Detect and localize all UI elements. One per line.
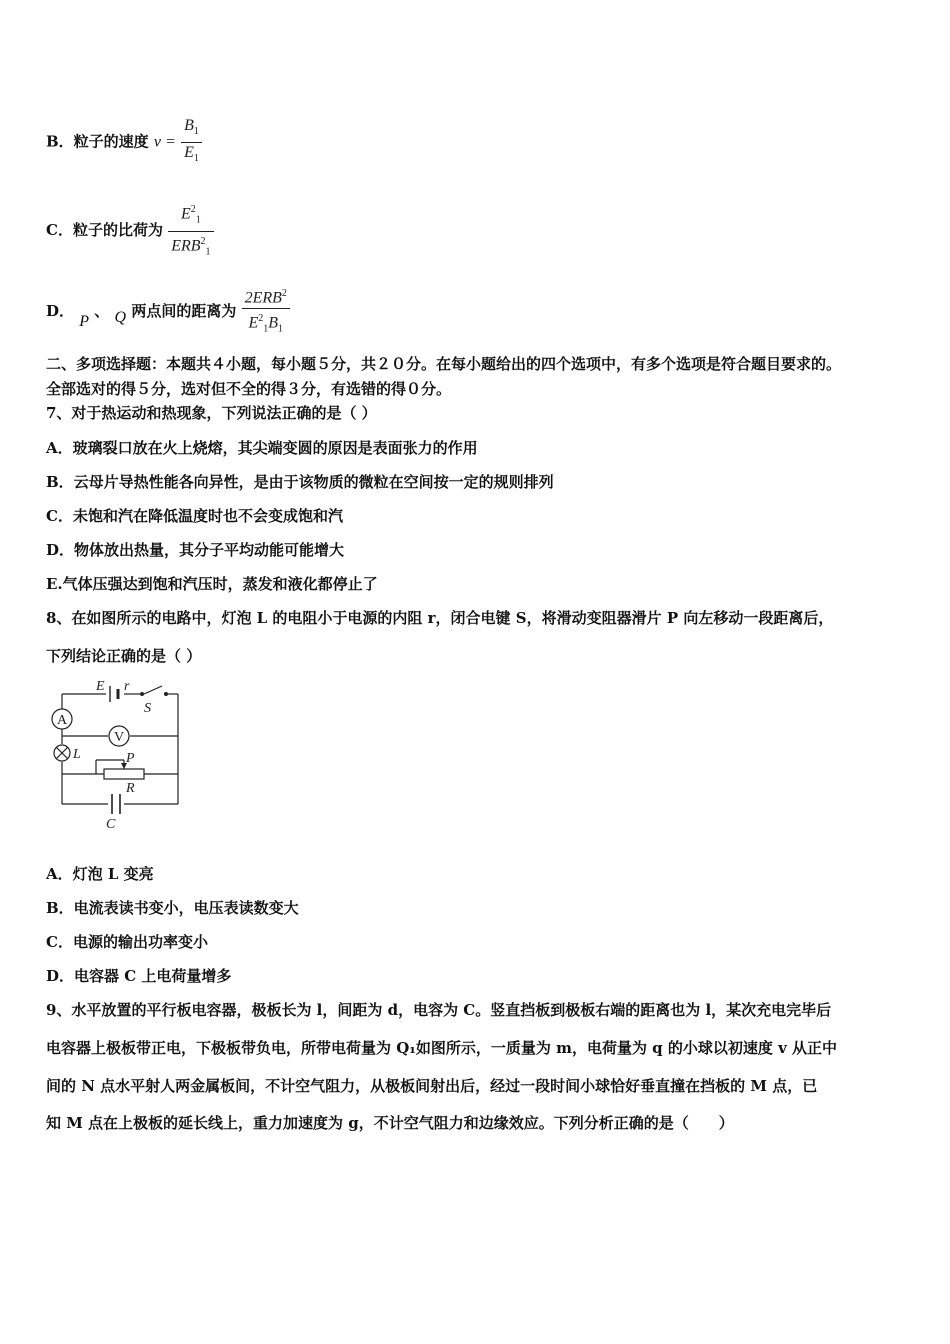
- distance-den-b-sub: 1: [278, 323, 283, 335]
- ratio-num-sup: 2: [190, 204, 196, 215]
- distance-den-a-sup: 2: [258, 313, 264, 325]
- q6-option-d-prefix: D．: [46, 301, 75, 320]
- q9-line3: 间的 N 点水平射人两金属板间，不计空气阻力，从极板间射出后，经过一段时间小球恰好垂直撞在挡板的 M 点，已: [46, 1077, 818, 1095]
- ratio-den-sup: 2: [200, 235, 206, 247]
- q8-stem-line2: 下列结论正确的是（ ）: [46, 647, 202, 665]
- distance-num-sup: 2: [281, 288, 287, 299]
- distance-den-a: E: [248, 314, 259, 332]
- q7-option-b: B．云母片导热性能各向异性，是由于该物质的微粒在空间按一定的规则排列: [46, 473, 554, 491]
- q6-option-b: [46, 116, 202, 169]
- velocity-num: B: [184, 117, 194, 134]
- velocity-fraction: [181, 116, 202, 169]
- velocity-den: E: [184, 144, 194, 162]
- circuit-diagram: [44, 676, 194, 834]
- charge-ratio-fraction: [168, 200, 213, 262]
- label-P: P: [126, 751, 135, 766]
- label-R: R: [126, 781, 135, 796]
- q9-line1: 9、水平放置的平行板电容器，极板长为 l，间距为 d，电容为 C。竖直挡板到极板右端的距离也为 l，某次充电完毕后: [46, 1001, 832, 1019]
- section2-heading-line2: 全部选对的得５分，选对但不全的得３分，有选错的得０分。: [46, 380, 452, 398]
- velocity-lhs: v =: [153, 133, 176, 151]
- q7-option-c: C．未饱和汽在降低温度时也不会变成饱和汽: [46, 507, 343, 525]
- distance-num: 2ERB: [244, 289, 282, 307]
- distance-den-b: B: [268, 314, 278, 332]
- q8-option-c: C．电源的输出功率变小: [46, 933, 208, 951]
- ratio-den: ERB: [171, 236, 201, 254]
- q6-option-d: [46, 284, 290, 340]
- point-q: Q: [114, 308, 127, 326]
- q8-option-d: D．电容器 C 上电荷量增多: [46, 967, 232, 985]
- q6-option-b-label: B．粒子的速度: [46, 132, 149, 151]
- label-C: C: [106, 817, 116, 832]
- q7-option-d: D．物体放出热量，其分子平均动能可能增大: [46, 541, 345, 559]
- q9-line2: 电容器上极板带正电，下极板带负电，所带电荷量为 Q₁如图所示，一质量为 m，电荷量为 q 的小球以初速度 v 从正中: [46, 1039, 838, 1057]
- label-r: r: [124, 679, 130, 694]
- q7-stem: 7、对于热运动和热现象，下列说法正确的是（ ）: [46, 404, 377, 422]
- q8-stem-line1: 8、在如图所示的电路中，灯泡 L 的电阻小于电源的内阻 r，闭合电键 S，将滑动变阻器滑片 P 向左移动一段距离后，: [46, 609, 834, 627]
- q6-option-d-suffix: 两点间的距离为: [131, 301, 237, 320]
- distance-den-a-sub: 1: [263, 323, 269, 335]
- q8-option-a: A．灯泡 L 变亮: [46, 865, 154, 883]
- switch-contact-right: [164, 692, 168, 696]
- ratio-num: E: [180, 205, 191, 223]
- distance-fraction: [242, 284, 290, 340]
- switch-contact-left: [140, 692, 144, 696]
- velocity-den-sub: 1: [193, 153, 199, 165]
- ratio-num-sub: 1: [195, 214, 201, 226]
- section2-heading-line1: 二、多项选择题：本题共４小题，每小题５分，共２０分。在每小题给出的四个选项中，有多个选项是符合题目要求的。: [46, 355, 842, 373]
- q8-option-b: B．电流表读书变小，电压表读数变大: [46, 899, 299, 917]
- ratio-den-sub: 1: [205, 246, 211, 258]
- velocity-num-sub: 1: [193, 126, 199, 138]
- q6-option-c-label: C．粒子的比荷为: [46, 221, 163, 240]
- label-A: A: [57, 713, 68, 728]
- label-V: V: [114, 730, 125, 745]
- q7-option-a: A．玻璃裂口放在火上烧熔，其尖端变圆的原因是表面张力的作用: [46, 439, 478, 457]
- q6-option-c: [46, 200, 214, 262]
- point-p: P: [79, 312, 90, 330]
- q7-option-e: E.气体压强达到饱和汽压时，蒸发和液化都停止了: [46, 575, 378, 593]
- label-L: L: [73, 747, 81, 762]
- label-E: E: [96, 679, 105, 694]
- label-S: S: [144, 701, 151, 716]
- points-sep: 、: [94, 301, 110, 320]
- q9-line4: 知 M 点在上极板的延长线上，重力加速度为 g，不计空气阻力和边缘效应。下列分析正确的是（ ）: [46, 1114, 734, 1132]
